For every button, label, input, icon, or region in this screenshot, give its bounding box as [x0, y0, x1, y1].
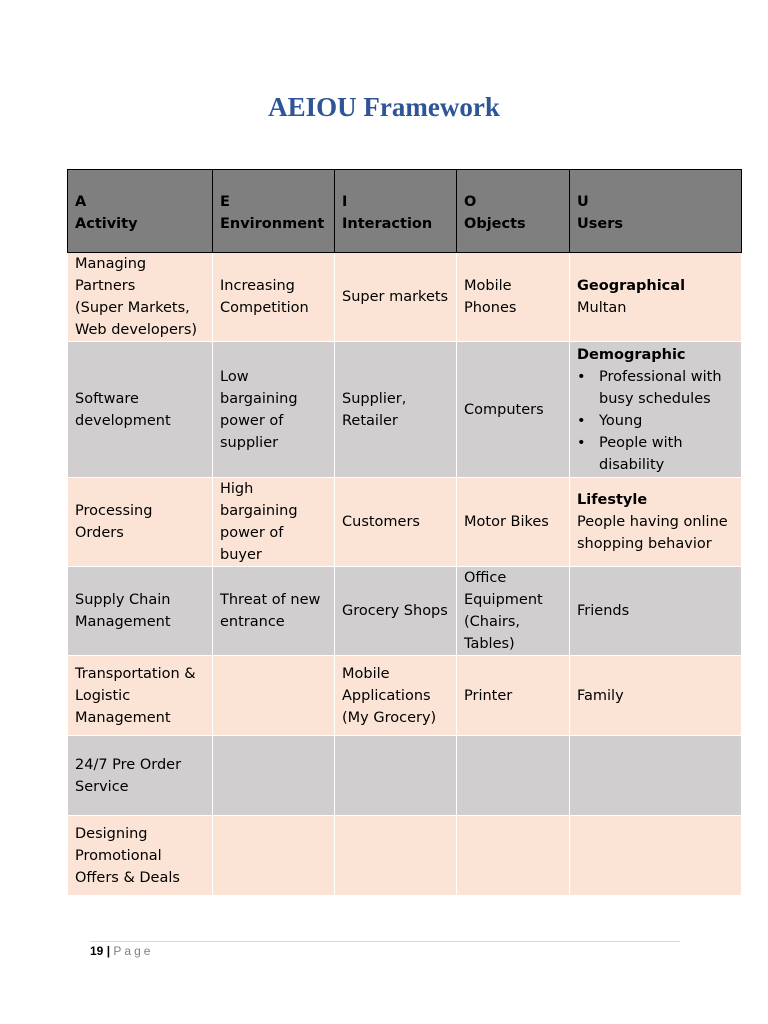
- users-bullet-list: [577, 366, 734, 476]
- header-interaction: I Interaction: [335, 170, 457, 253]
- cell-activity: [68, 253, 213, 342]
- cell-line: Logistic: [75, 687, 131, 704]
- cell-objects: [457, 342, 570, 478]
- cell-line: Phones: [464, 300, 517, 316]
- cell-line: Partners: [75, 278, 136, 294]
- table-header-row: [68, 170, 742, 253]
- footer-separator: |: [106, 944, 111, 958]
- cell-objects: [457, 736, 570, 816]
- cell-line: Management: [75, 709, 171, 726]
- cell-objects: [457, 567, 570, 656]
- cell-line: Mobile: [342, 665, 390, 682]
- cell-line: Designing: [75, 825, 148, 842]
- users-heading: Lifestyle: [577, 492, 648, 508]
- header-activity: A Activity: [68, 170, 213, 253]
- cell-line: Family: [577, 687, 624, 704]
- page-label: Page: [113, 944, 154, 958]
- cell-line: Low: [220, 368, 249, 385]
- cell-users: [570, 342, 742, 478]
- cell-line: Customers: [342, 514, 420, 530]
- page-footer: [90, 941, 680, 958]
- cell-line: entrance: [220, 614, 285, 630]
- cell-line: People having online: [577, 514, 728, 530]
- cell-line: Increasing: [220, 278, 295, 294]
- cell-environment: [213, 478, 335, 567]
- cell-interaction: [335, 342, 457, 478]
- cell-line: supplier: [220, 434, 279, 451]
- cell-line: Threat of new: [220, 592, 321, 608]
- cell-line: (Super Markets,: [75, 300, 190, 316]
- cell-line: Service: [75, 778, 129, 795]
- cell-line: Super markets: [342, 289, 449, 305]
- cell-line: 24/7 Pre Order: [75, 756, 182, 773]
- cell-line: Office: [464, 570, 507, 586]
- cell-users: [570, 656, 742, 736]
- cell-objects: [457, 253, 570, 342]
- cell-line: Offers & Deals: [75, 869, 180, 886]
- cell-objects: [457, 656, 570, 736]
- cell-users: [570, 736, 742, 816]
- cell-interaction: [335, 656, 457, 736]
- cell-activity: [68, 342, 213, 478]
- cell-activity: [68, 567, 213, 656]
- cell-line: development: [75, 412, 171, 429]
- table-row: [68, 342, 742, 478]
- cell-line: Mobile: [464, 278, 512, 294]
- cell-users: [570, 816, 742, 896]
- cell-line: Supplier,: [342, 390, 407, 407]
- cell-line: High: [220, 481, 254, 497]
- cell-line: buyer: [220, 547, 262, 563]
- cell-environment: [213, 253, 335, 342]
- cell-line: Tables): [464, 636, 515, 652]
- cell-users: [570, 478, 742, 567]
- users-heading: Demographic: [577, 346, 686, 363]
- cell-line: Management: [75, 614, 171, 630]
- cell-line: Printer: [464, 687, 513, 704]
- cell-line: Equipment: [464, 592, 543, 608]
- cell-line: Competition: [220, 300, 309, 316]
- cell-line: power of: [220, 412, 284, 429]
- aeiou-table: [67, 169, 742, 896]
- table-row: [68, 816, 742, 896]
- cell-line: (My Grocery): [342, 709, 437, 726]
- cell-line: Computers: [464, 401, 544, 418]
- table-row: [68, 478, 742, 567]
- cell-activity: [68, 656, 213, 736]
- cell-line: power of: [220, 525, 284, 541]
- cell-line: Friends: [577, 603, 630, 619]
- cell-interaction: [335, 478, 457, 567]
- header-objects: O Objects: [457, 170, 570, 253]
- users-heading: Geographical: [577, 278, 686, 294]
- cell-interaction: [335, 736, 457, 816]
- cell-line: Transportation &: [75, 665, 196, 682]
- cell-environment: [213, 342, 335, 478]
- cell-line: Multan: [577, 300, 627, 316]
- cell-line: Promotional: [75, 847, 162, 864]
- table-row: [68, 567, 742, 656]
- cell-line: Managing: [75, 256, 147, 272]
- cell-line: shopping behavior: [577, 536, 712, 552]
- cell-line: bargaining: [220, 390, 298, 407]
- cell-line: Retailer: [342, 412, 398, 429]
- cell-environment: [213, 736, 335, 816]
- list-item: • Professional with busy schedules: [599, 366, 734, 410]
- cell-activity: [68, 478, 213, 567]
- header-environment: E Environment: [213, 170, 335, 253]
- list-item: • Young: [599, 410, 734, 432]
- cell-interaction: [335, 253, 457, 342]
- cell-users: [570, 253, 742, 342]
- cell-environment: [213, 656, 335, 736]
- cell-line: Web developers): [75, 322, 198, 338]
- cell-line: (Chairs,: [464, 614, 521, 630]
- cell-line: Motor Bikes: [464, 514, 549, 530]
- cell-users: [570, 567, 742, 656]
- cell-environment: [213, 567, 335, 656]
- cell-objects: [457, 478, 570, 567]
- cell-line: Processing Orders: [75, 503, 153, 541]
- list-item: • People with disability: [599, 432, 734, 476]
- cell-line: Grocery Shops: [342, 603, 448, 619]
- cell-interaction: [335, 567, 457, 656]
- cell-activity: [68, 736, 213, 816]
- page-number: 19: [90, 944, 104, 958]
- table-row: [68, 736, 742, 816]
- header-users: U Users: [570, 170, 742, 253]
- cell-line: Software: [75, 390, 139, 407]
- cell-line: bargaining: [220, 503, 298, 519]
- page-title: AEIOU Framework: [268, 92, 500, 122]
- table-row: [68, 253, 742, 342]
- cell-activity: [68, 816, 213, 896]
- cell-line: Applications: [342, 687, 431, 704]
- table-row: [68, 656, 742, 736]
- cell-objects: [457, 816, 570, 896]
- cell-line: Supply Chain: [75, 592, 171, 608]
- cell-environment: [213, 816, 335, 896]
- cell-interaction: [335, 816, 457, 896]
